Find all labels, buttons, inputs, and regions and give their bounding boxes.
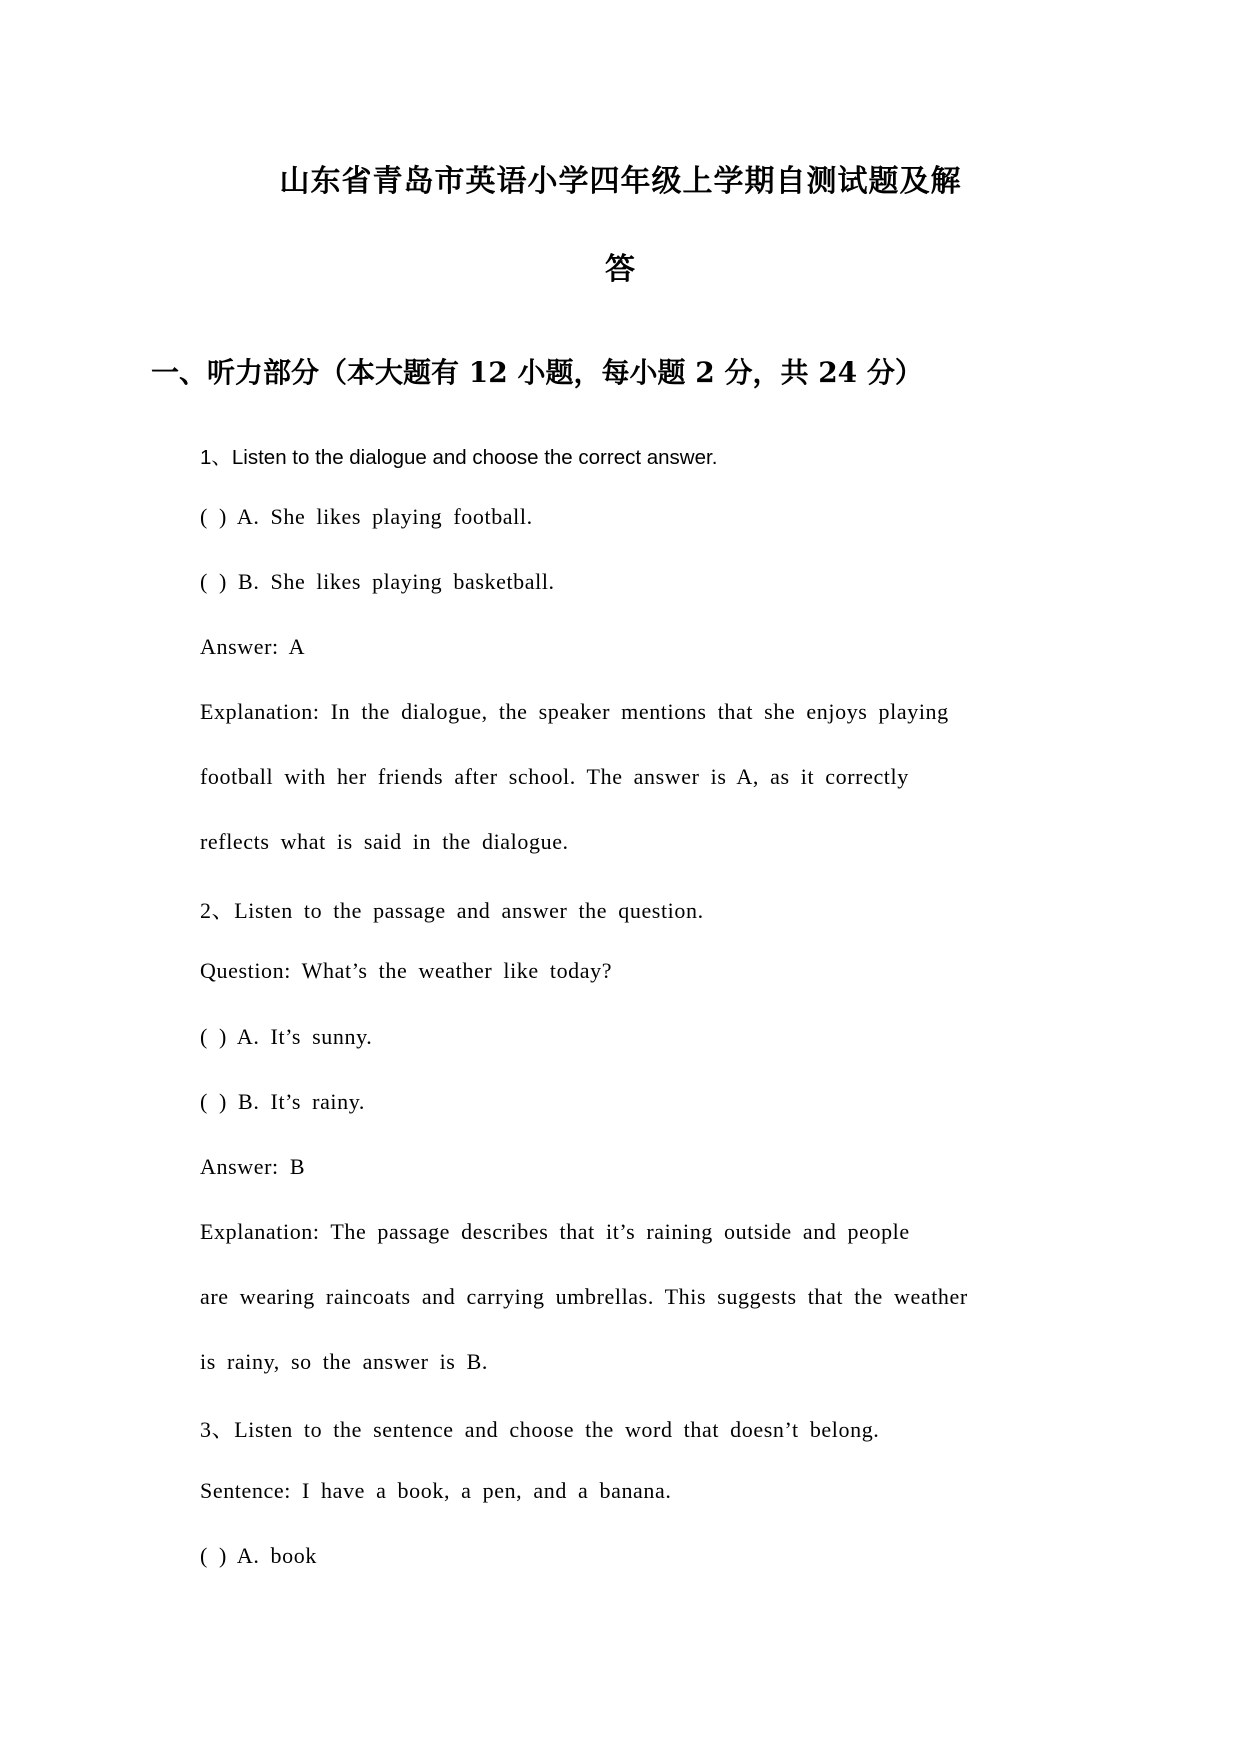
question-2-question: Question: What’s the weather like today? <box>200 958 613 983</box>
question-2-explanation-line-2: are wearing raincoats and carrying umbrellas. This suggests that the weather <box>200 1284 968 1309</box>
question-2-option-a: ( ) A. It’s sunny. <box>200 1024 373 1049</box>
question-2-answer: Answer: B <box>200 1154 306 1179</box>
question-3-prompt: 3、Listen to the sentence and choose the word that doesn’t belong. <box>200 1417 880 1442</box>
section-heading-listening: 一、听力部分（本大题有 12 小题，每小题 2 分，共 24 分） <box>151 356 923 389</box>
question-1-explanation-line-2: football with her friends after school. The answer is A, as it correctly <box>200 764 909 789</box>
question-1-option-a: ( ) A. She likes playing football. <box>200 504 533 529</box>
question-2-explanation-line-1: Explanation: The passage describes that it’s raining outside and people <box>200 1219 910 1244</box>
question-1-prompt: 1、Listen to the dialogue and choose the correct answer. <box>200 446 718 469</box>
question-3-sentence: Sentence: I have a book, a pen, and a banana. <box>200 1478 672 1503</box>
question-1-explanation-line-1: Explanation: In the dialogue, the speaker mentions that she enjoys playing <box>200 699 949 724</box>
question-2-prompt: 2、Listen to the passage and answer the question. <box>200 898 704 923</box>
question-3-option-a: ( ) A. book <box>200 1543 317 1568</box>
document-title-line-2: 答 <box>605 252 636 287</box>
question-1-answer: Answer: A <box>200 634 306 659</box>
question-2-option-b: ( ) B. It’s rainy. <box>200 1089 366 1114</box>
question-2-explanation-line-3: is rainy, so the answer is B. <box>200 1349 488 1374</box>
question-1-option-b: ( ) B. She likes playing basketball. <box>200 569 555 594</box>
document-title-line-1: 山东省青岛市英语小学四年级上学期自测试题及解 <box>279 164 962 199</box>
question-1-explanation-line-3: reflects what is said in the dialogue. <box>200 829 569 854</box>
